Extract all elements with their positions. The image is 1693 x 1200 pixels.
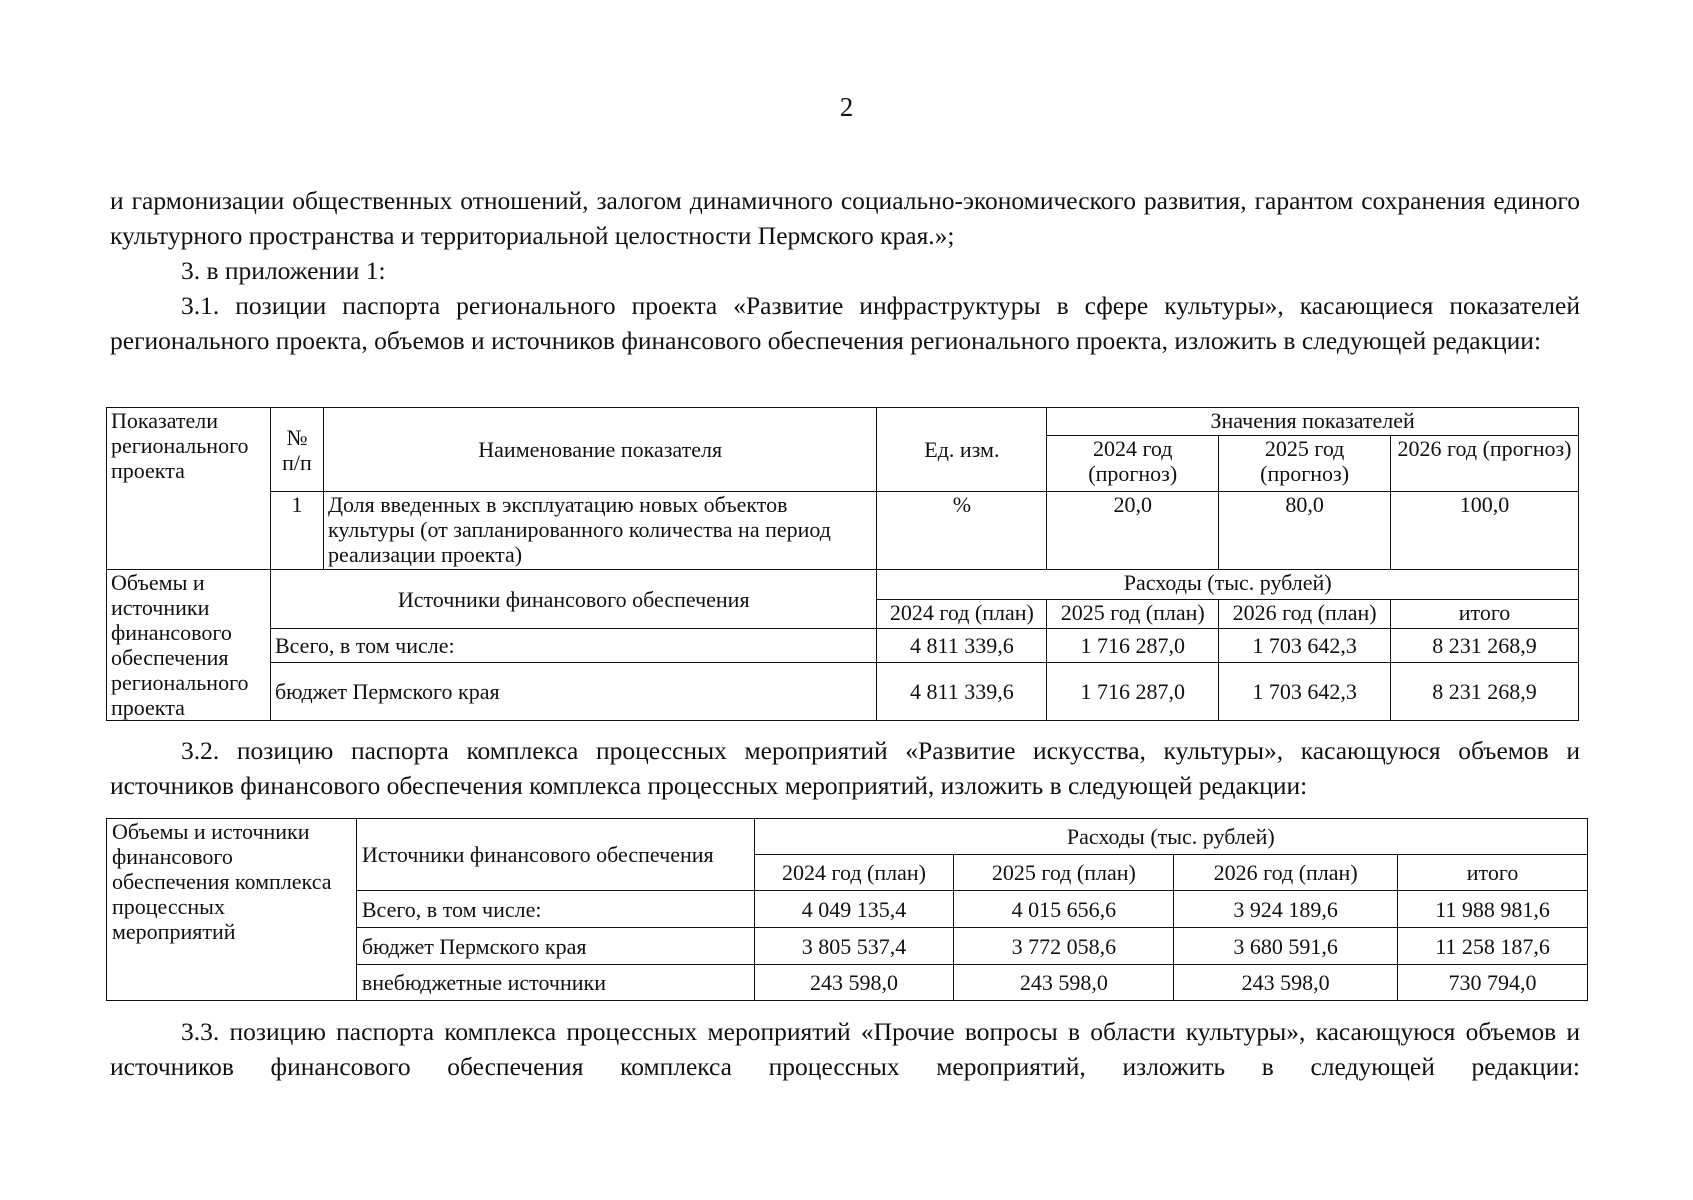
finance-value: 11 258 187,6 [1398,928,1588,965]
plan-total: итого [1391,599,1579,629]
row-number: 1 [270,492,323,570]
values-header: Значения показателей [1047,408,1579,436]
section-3-2 [110,733,1580,803]
paragraph-item-3-1: 3.1. позиции паспорта регионального проекта «Развитие инфраструктуры в сфере культуры», касающиеся показателей регионального проекта, объемов и источников финансового обеспечения регионального проекта, изложить в следующей редакции: [110,291,1580,355]
paragraph-continuation: и гармонизации общественных отношений, залогом динамичного социально-экономического развития, гарантом сохранения единого культурного пространства и территориальной целостности Пермского края.»; [110,186,1580,250]
value-2024: 20,0 [1047,492,1219,570]
intro-text [110,183,1580,358]
indicator-name: Доля введенных в эксплуатацию новых объектов культуры (от запланированного количества на период реализации проекта) [323,492,877,570]
finance-row-label: бюджет Пермского края [270,662,876,720]
finance-value: 4 015 656,6 [954,891,1174,928]
expenses-header: Расходы (тыс. рублей) [877,570,1579,600]
paragraph-item-3: 3. в приложении 1: [181,256,386,285]
finance-row-label: Всего, в том числе: [270,629,876,663]
plan-year-2024: 2024 год (план) [754,855,954,891]
indicator-unit: % [877,492,1047,570]
indicator-name-header: Наименование показателя [323,408,877,492]
finance-value: 1 703 642,3 [1219,629,1391,663]
finance-row-label: Всего, в том числе: [356,891,754,928]
process-activities-table [106,818,1588,1001]
year-header-2026: 2026 год (прогноз) [1391,436,1579,492]
finance-value: 3 680 591,6 [1174,928,1398,965]
page-number: 2 [839,92,854,122]
plan-year-2024: 2024 год (план) [877,599,1047,629]
finance-value: 4 811 339,6 [877,662,1047,720]
finance-value: 243 598,0 [954,965,1174,1001]
plan-year-2026: 2026 год (план) [1174,855,1398,891]
finance-value: 8 231 268,9 [1391,662,1579,720]
finance-value: 11 988 981,6 [1398,891,1588,928]
finance-value: 1 716 287,0 [1047,629,1219,663]
sources-header: Источники финансового обеспечения [270,570,876,629]
sources-header: Источники финансового обеспечения [356,819,754,891]
finance-value: 243 598,0 [1174,965,1398,1001]
finance-label: Объемы и источники финансового обеспечения комплекса процессных мероприятий [107,819,357,1001]
finance-label: Объемы и источники финансового обеспечения регионального проекта [107,570,271,721]
plan-total: итого [1398,855,1588,891]
value-2025: 80,0 [1219,492,1391,570]
finance-value: 3 772 058,6 [954,928,1174,965]
paragraph-item-3-3: 3.3. позицию паспорта комплекса процессных мероприятий «Прочие вопросы в области культуры», касающуюся объемов и источников финансового обеспечения комплекса процессных мероприятий, изложить в следующей редакции: [110,1017,1580,1081]
finance-row-label: внебюджетные источники [356,965,754,1001]
finance-value: 4 049 135,4 [754,891,954,928]
num-header: № п/п [270,408,323,492]
indicators-label: Показатели регионального проекта [107,408,271,570]
finance-value: 3 805 537,4 [754,928,954,965]
year-header-2025: 2025 год (прогноз) [1219,436,1391,492]
plan-year-2025: 2025 год (план) [954,855,1174,891]
finance-value: 4 811 339,6 [877,629,1047,663]
unit-header: Ед. изм. [877,408,1047,492]
paragraph-item-3-2: 3.2. позицию паспорта комплекса процессных мероприятий «Развитие искусства, культуры», касающуюся объемов и источников финансового обеспечения комплекса процессных мероприятий, изложить в следующей редакции: [110,736,1580,800]
finance-value: 1 703 642,3 [1219,662,1391,720]
finance-value: 730 794,0 [1398,965,1588,1001]
finance-value: 1 716 287,0 [1047,662,1219,720]
regional-project-table [106,407,1579,721]
finance-row-label: бюджет Пермского края [356,928,754,965]
plan-year-2025: 2025 год (план) [1047,599,1219,629]
finance-value: 243 598,0 [754,965,954,1001]
value-2026: 100,0 [1391,492,1579,570]
finance-value: 3 924 189,6 [1174,891,1398,928]
plan-year-2026: 2026 год (план) [1219,599,1391,629]
expenses-header: Расходы (тыс. рублей) [754,819,1587,855]
section-3-3 [110,1014,1580,1084]
year-header-2024: 2024 год (прогноз) [1047,436,1219,492]
finance-value: 8 231 268,9 [1391,629,1579,663]
